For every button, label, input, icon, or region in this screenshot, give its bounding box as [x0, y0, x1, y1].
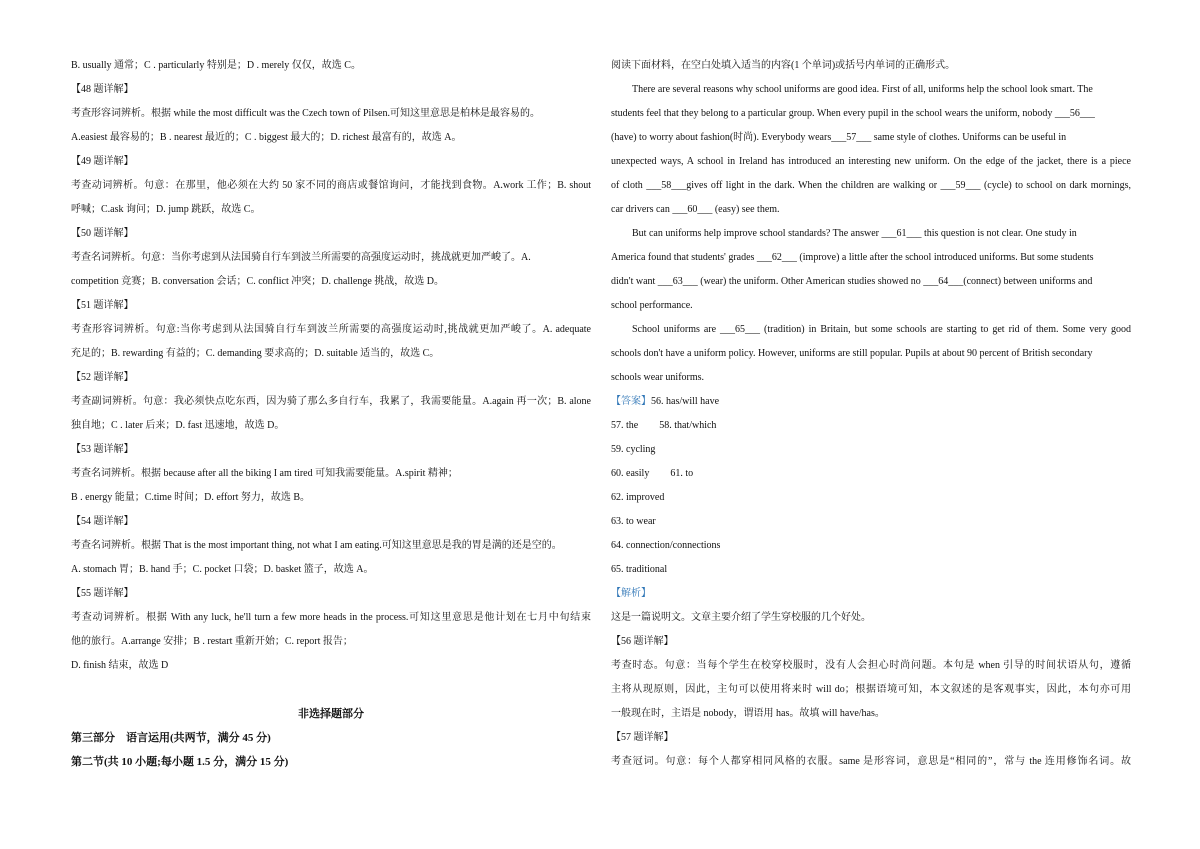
blank-spacer	[71, 678, 591, 702]
left-column	[71, 54, 591, 774]
section-two-heading: 第二节(共 10 小题;每小题 1.5 分，满分 15 分)	[71, 756, 289, 768]
explanation-line: 独自地；C . later 后来；D. fast 迅速地，故选 D。	[71, 420, 285, 431]
question-heading: 【52 题详解】	[71, 372, 134, 383]
part-three-heading: 第三部分 语言运用(共两节，满分 45 分)	[71, 732, 271, 744]
explanation-line: A. stomach 胃；B. hand 手；C. pocket 口袋；D. basket 篮子，故选 A。	[71, 564, 374, 575]
explanation-line: A.easiest 最容易的；B . nearest 最近的；C . biggest 最大的；D. richest 最富有的，故选 A。	[71, 132, 462, 143]
explanation-line: 他的旅行。A.arrange 安排；B . restart 重新开始；C. report 报告；	[71, 636, 353, 647]
passage-line: school performance.	[611, 300, 693, 311]
passage-line: car drivers can ___60___ (easy) see them.	[611, 204, 780, 215]
question-heading: 【56 题详解】	[611, 636, 674, 647]
question-heading: 【57 题详解】	[611, 732, 674, 743]
question-heading: 【50 题详解】	[71, 228, 134, 239]
analysis-line: 主将从现原则，因此，主句可以使用将来时 will do；根据语境可知，本文叙述的是客观事实，因此，本句亦可用	[611, 684, 1131, 695]
explanation-line: 考查形容词辨析。根据 while the most difficult was the Czech town of Pilsen.可知这里意思是柏林是最容易的。	[71, 108, 540, 119]
answer-line	[611, 462, 1131, 486]
passage-line: There are several reasons why school uniforms are good idea. First of all, uniforms help the school look smart. The	[632, 84, 1093, 95]
part-title: 非选择题部分	[298, 708, 364, 720]
explanation-line: 考查名词辨析。根据 because after all the biking I am tired 可知我需要能量。A.spirit 精神；	[71, 468, 458, 479]
instruction-line: 阅读下面材料，在空白处填入适当的内容(1 个单词)或括号内单词的正确形式。	[611, 60, 956, 71]
answer-line	[611, 390, 1131, 414]
answer-item: 63. to wear	[611, 516, 656, 527]
answer-item: 64. connection/connections	[611, 540, 721, 551]
explanation-line: competition 竞赛；B. conversation 会话；C. conflict 冲突；D. challenge 挑战，故选 D。	[71, 276, 444, 287]
answer-line	[611, 510, 1131, 534]
explanation-line: 考查名词辨析。句意：当你考虑到从法国骑自行车到波兰所需要的高强度运动时，挑战就更加严峻了。A.	[71, 252, 531, 263]
analysis-line: 考查时态。句意：当每个学生在校穿校服时，没有人会担心时尚问题。本句是 when 引导的时间状语从句，遵循	[611, 660, 1131, 671]
explanation-line: 考查动词辨析。句意：在那里，他必须在大约 50 家不同的商店或餐馆询问，才能找到食物。A.work 工作；B. shout	[71, 180, 591, 191]
answer-item: 56. has/will have	[651, 396, 720, 407]
analysis-label: 【解析】	[611, 588, 651, 599]
passage-line: schools wear uniforms.	[611, 372, 705, 383]
answer-line	[611, 414, 1131, 438]
explanation-line: 考查名词辨析。根据 That is the most important thing, not what I am eating.可知这里意思是我的胃是满的还是空的。	[71, 540, 562, 551]
passage-line: didn't want ___63___ (wear) the uniform. Other American studies showed no ___64___(connect) between uniforms and	[611, 276, 1093, 287]
explanation-line: B . energy 能量；C.time 时间；D. effort 努力，故选 B。	[71, 492, 311, 503]
right-column	[611, 54, 1131, 774]
answer-item: 59. cycling	[611, 444, 656, 455]
question-heading: 【54 题详解】	[71, 516, 134, 527]
passage-line: School uniforms are ___65___ (tradition) in Britain, but some schools are starting to get rid of them. Some very good	[632, 324, 1131, 335]
passage-line: students feel that they belong to a particular group. When every pupil in the school wears the uniform, nobody ___56___	[611, 108, 1095, 119]
passage-line: schools don't have a uniform policy. However, uniforms are still popular. Pupils at about 90 percent of British secondary	[611, 348, 1093, 359]
question-heading: 【55 题详解】	[71, 588, 134, 599]
question-heading: 【48 题详解】	[71, 84, 134, 95]
explanation-line: 考查副词辨析。句意：我必须快点吃东西，因为骑了那么多自行车，我累了，我需要能量。A.again 再一次；B. alone	[71, 396, 591, 407]
answer-item: 61. to	[670, 468, 694, 479]
answer-item: 58. that/which	[659, 420, 717, 431]
passage-line: of cloth ___58___gives off light in the dark. When the children are walking or ___59___ (cycle) to school on dark mornings,	[611, 180, 1131, 191]
answer-line	[611, 486, 1131, 510]
answer-item: 65. traditional	[611, 564, 668, 575]
passage-line: (have) to worry about fashion(时尚). Everybody wears___57___ same style of clothes. Uniforms can be useful in	[611, 132, 1067, 143]
passage-line: unexpected ways, A school in Ireland has introduced an interesting new uniform. On the edge of the jacket, there is a piece	[611, 156, 1131, 167]
answer-item: 57. the	[611, 420, 639, 431]
answer-item: 60. easily	[611, 468, 650, 479]
analysis-line: 一般现在时，主语是 nobody，谓语用 has。故填 will have/has。	[611, 708, 885, 719]
explanation-line: B. usually 通常；C . particularly 特别是；D . merely 仅仅，故选 C。	[71, 60, 361, 71]
question-heading: 【49 题详解】	[71, 156, 134, 167]
passage-line: America found that students' grades ___62___ (improve) a little after the school introduced uniforms. But some students	[611, 252, 1094, 263]
analysis-line: 这是一篇说明文。文章主要介绍了学生穿校服的几个好处。	[611, 612, 871, 623]
answer-line	[611, 534, 1131, 558]
explanation-line: 充足的；B. rewarding 有益的；C. demanding 要求高的；D. suitable 适当的，故选 C。	[71, 348, 440, 359]
answer-item: 62. improved	[611, 492, 665, 503]
explanation-line: D. finish 结束，故选 D	[71, 660, 169, 671]
explanation-line: 呼喊；C.ask 询问；D. jump 跳跃，故选 C。	[71, 204, 261, 215]
passage-line: But can uniforms help improve school standards? The answer ___61___ this question is not clear. One study in	[632, 228, 1077, 239]
explanation-line: 考查动词辨析。根据 With any luck, he'll turn a few more heads in the process.可知这里意思是他计划在七月中旬结束	[71, 612, 591, 623]
answer-label: 【答案】	[611, 396, 651, 407]
question-heading: 【51 题详解】	[71, 300, 134, 311]
answer-line	[611, 438, 1131, 462]
answer-line	[611, 558, 1131, 582]
explanation-line: 考查形容词辨析。句意:当你考虑到从法国骑自行车到波兰所需要的高强度运动时,挑战就更加严峻了。A. adequate	[71, 324, 591, 335]
analysis-line: 考查冠词。句意：每个人都穿相同风格的衣服。same 是形容词，意思是“相同的”，常与 the 连用修饰名词。故	[611, 756, 1131, 767]
question-heading: 【53 题详解】	[71, 444, 134, 455]
